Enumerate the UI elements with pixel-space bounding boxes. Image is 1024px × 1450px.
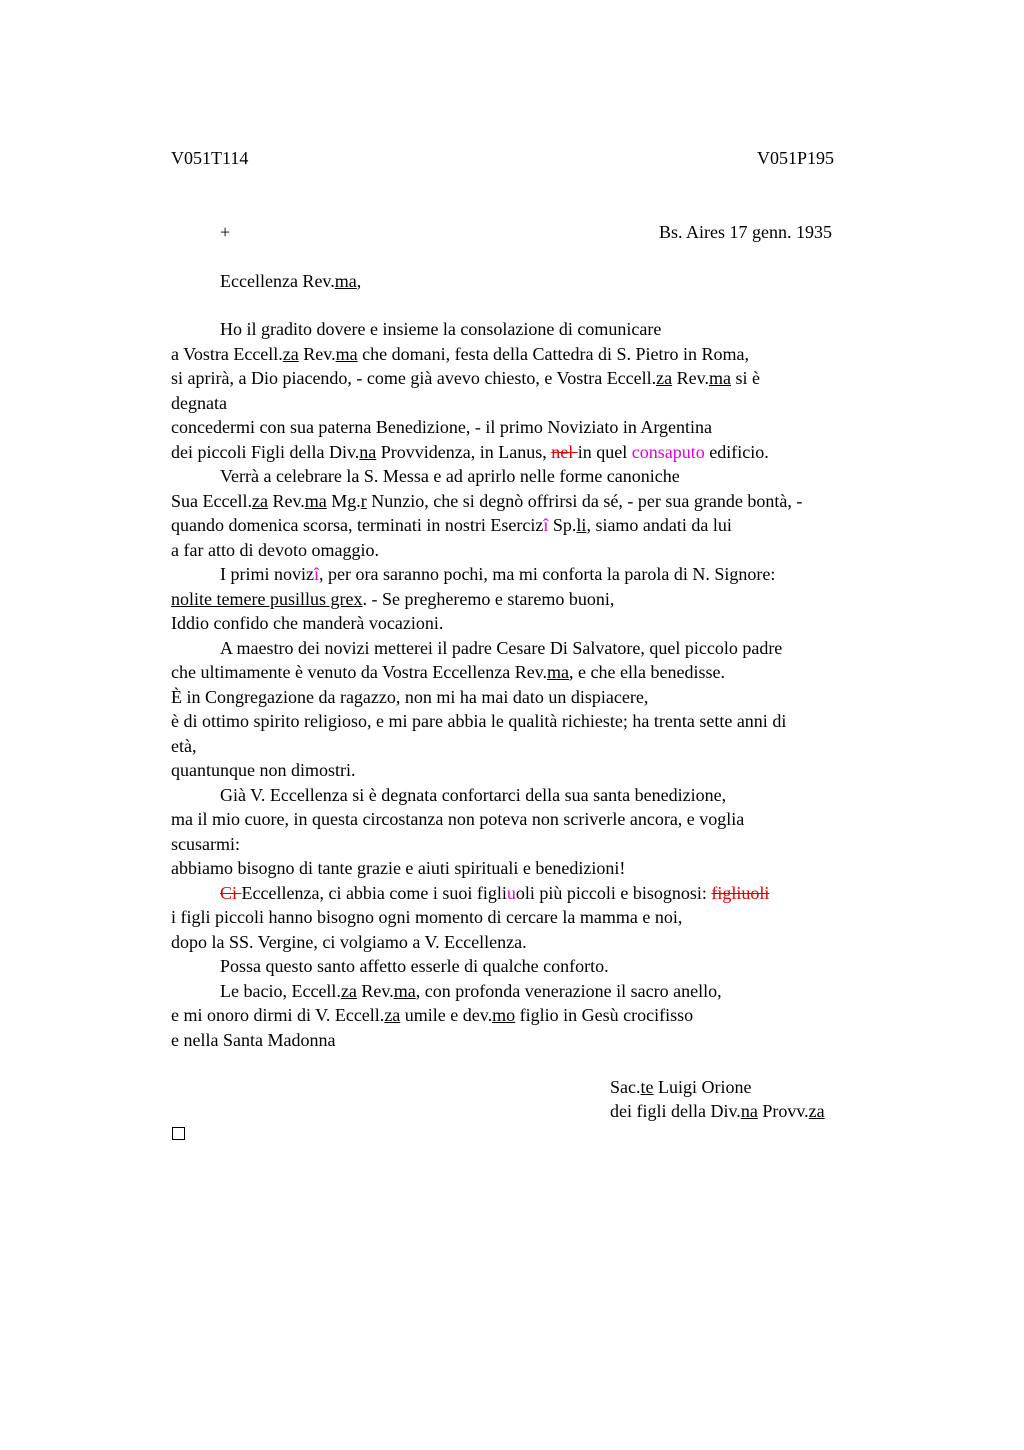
letter-line [171,342,749,366]
underlined-text: na [740,1101,758,1121]
text-run: figlio in Gesù crocifisso [515,1005,694,1025]
salutation-abbr: ma [334,271,357,291]
text-run: Già V. Eccellenza si è degnata confortarci della sua santa benedizione, [220,785,727,805]
text-run: Mg. [326,491,361,511]
text-run: Rev. [267,491,305,511]
underlined-text: na [359,442,377,462]
inserted-text: î [313,564,319,584]
letter-date: Bs. Aires 17 genn. 1935 [659,222,832,242]
letter-line [171,538,379,562]
text-run: quando domenica scorsa, terminati in nostri Eserciz [171,515,544,535]
text-run: Sua Eccell. [171,491,252,511]
text-run: , e che ella benedisse. [569,662,725,682]
signature-line [610,1075,751,1099]
letter-line [171,685,648,709]
document-code-left: V051T114 [171,148,249,168]
text-run: Sac. [610,1077,641,1097]
letter-line [171,807,744,831]
letter-line [220,783,726,807]
deleted-text: Ci [220,883,242,903]
text-run: Possa questo santo affetto esserle di qualche conforto. [220,956,609,976]
underlined-text: za [251,491,268,511]
text-run: , per ora saranno pochi, ma mi conforta la parola di N. Signore: [319,564,776,584]
letter-line [220,464,680,488]
inserted-text: u [506,883,516,903]
text-run: i figli piccoli hanno bisogno ogni momento di cercare la mamma e noi, [171,907,683,927]
letter-line [220,954,609,978]
text-run: si aprirà, a Dio piacendo, - come già avevo chiesto, e Vostra Eccell. [171,368,657,388]
text-run: dei figli della Div. [610,1101,741,1121]
letter-line [220,317,661,341]
text-run: e nella Santa Madonna [171,1030,336,1050]
underlined-text: te [640,1077,654,1097]
text-run: Provv. [757,1101,809,1121]
text-run: oli più piccoli e bisognosi: [515,883,712,903]
letter-line [171,758,355,782]
text-run: in quel [577,442,632,462]
text-run: degnata [171,393,227,413]
text-run: ma il mio cuore, in questa circostanza non poteva non scriverle ancora, e voglia [171,809,745,829]
text-run: Rev. [672,368,709,388]
text-run: Rev. [356,981,394,1001]
text-run: . - Se pregheremo e staremo buoni, [362,589,615,609]
text-run: I primi noviz [220,564,314,584]
text-run: dei piccoli Figli della Div. [171,442,360,462]
text-run: a far atto di devoto omaggio. [171,540,379,560]
text-run: a Vostra Eccell. [171,344,283,364]
underlined-text: za [282,344,299,364]
text-run: A maestro dei novizi metterei il padre Cesare Di Salvatore, quel piccolo padre [220,638,783,658]
underlined-text: li [576,515,587,535]
text-run: che domani, festa della Cattedra di S. Pietro in Roma, [357,344,750,364]
underlined-text: ma [335,344,358,364]
text-run: Verrà a celebrare la S. Messa e ad aprirlo nelle forme canoniche [220,466,680,486]
letter-line [171,440,769,464]
text-run: Ho il gradito dovere e insieme la consolazione di comunicare [220,319,662,339]
letter-line [171,415,712,439]
underlined-text: nolite temere pusillus grex [171,589,363,609]
end-box-icon [172,1127,185,1140]
text-run: edificio. [704,442,769,462]
deleted-text: figliuoli [711,883,770,903]
text-run: è di ottimo spirito religioso, e mi pare abbia le qualità richieste; ha trenta sette anni di [171,711,787,731]
letter-line [171,366,760,390]
letter-line [171,513,732,537]
text-run: età, [171,736,197,756]
letter-line [171,489,802,513]
letter-line [171,1003,693,1027]
underlined-text: za [340,981,357,1001]
text-run: e mi onoro dirmi di V. Eccell. [171,1005,385,1025]
letter-line [171,587,614,611]
inserted-text: î [543,515,549,535]
text-run: , siamo andati da lui [586,515,732,535]
text-run: Luigi Orione [653,1077,752,1097]
text-run: dopo la SS. Vergine, ci volgiamo a V. Eccellenza. [171,932,527,952]
underlined-text: za [656,368,673,388]
text-run: È in Congregazione da ragazzo, non mi ha mai dato un dispiacere, [171,687,649,707]
salutation-text: Eccellenza Rev. [220,271,335,291]
text-run: umile e dev. [400,1005,493,1025]
underlined-text: ma [393,981,416,1001]
underlined-text: ma [547,662,570,682]
letter-line [171,856,625,880]
letter-line [220,636,782,660]
letter-line [171,611,443,635]
text-run: Sp. [548,515,577,535]
letter-line [171,832,240,856]
underlined-text: ma [304,491,327,511]
underlined-text: za [384,1005,401,1025]
text-run: Iddio confido che manderà vocazioni. [171,613,444,633]
underlined-text: za [808,1101,825,1121]
letter-line [220,979,722,1003]
letter-line [171,709,786,733]
letter-line [171,930,527,954]
text-run: Eccellenza, ci abbia come i suoi figli [241,883,507,903]
underlined-text: mo [492,1005,516,1025]
document-code-right: V051P195 [757,148,835,168]
text-run: Provvidenza, in Lanus, [376,442,552,462]
letter-line [220,562,775,586]
text-run: abbiamo bisogno di tante grazie e aiuti spirituali e benedizioni! [171,858,626,878]
text-run: che ultimamente è venuto da Vostra Eccellenza Rev. [171,662,548,682]
text-run: , con profonda venerazione il sacro anello, [415,981,722,1001]
inserted-text: consaputo [631,442,705,462]
letter-line [171,660,725,684]
letter-line [220,881,769,905]
salutation-punct: , [356,271,362,291]
cross-mark: + [220,222,231,242]
letter-line [171,734,196,758]
text-run: Le bacio, Eccell. [220,981,341,1001]
letter-line [171,905,682,929]
text-run: concedermi con sua paterna Benedizione, - il primo Noviziato in Argentina [171,417,712,437]
signature-line [610,1099,825,1123]
text-run: si è [730,368,760,388]
salutation [220,269,361,293]
text-run: Nunzio, che si degnò offrirsi da sé, - per sua grande bontà, - [366,491,803,511]
text-run: scusarmi: [171,834,240,854]
deleted-text: nel [551,442,578,462]
text-run: quantunque non dimostri. [171,760,356,780]
letter-line [171,1028,335,1052]
underlined-text: r [360,491,367,511]
underlined-text: ma [708,368,731,388]
letter-line [171,391,227,415]
text-run: Rev. [298,344,336,364]
